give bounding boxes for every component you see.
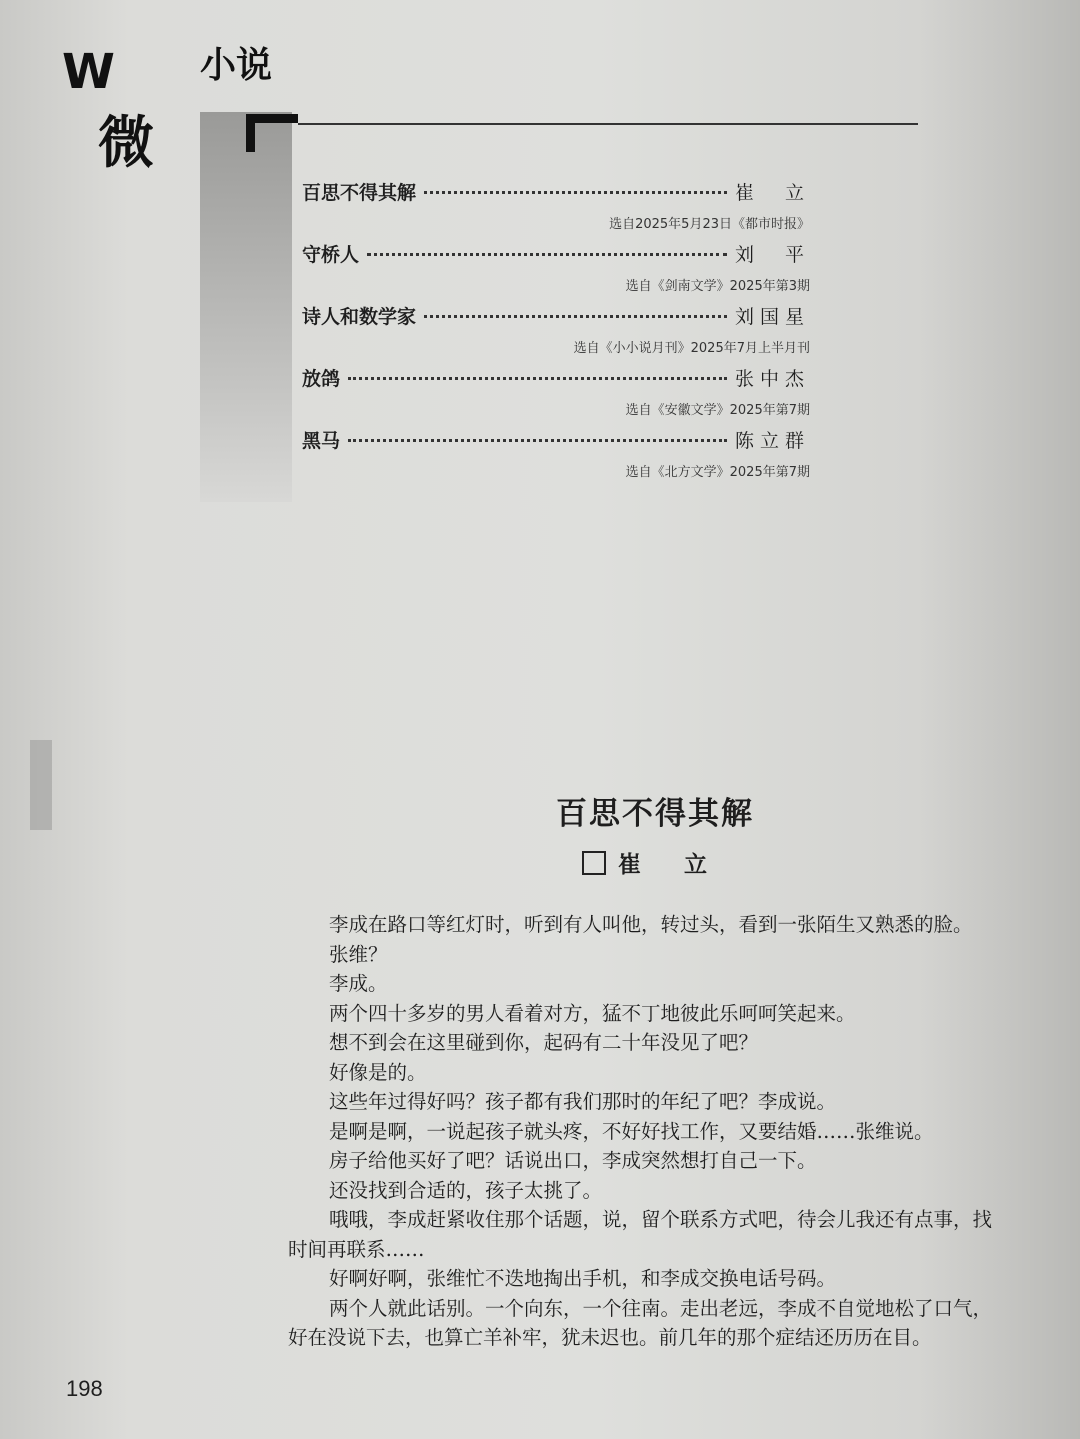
- toc-title: 放鸽: [302, 368, 341, 390]
- paragraph: 好像是的。: [329, 1060, 427, 1084]
- paragraph: 哦哦，李成赶紧收住那个话题，说，留个联系方式吧，待会儿我还有点事，找时间再联系……: [288, 1208, 993, 1261]
- table-of-contents: [302, 178, 810, 488]
- toc-title: 守桥人: [302, 244, 360, 266]
- toc-author: 崔 立: [734, 182, 810, 204]
- toc-author: 陈立群: [734, 430, 810, 452]
- toc-source: 选自《剑南文学》2025年第3期: [625, 279, 810, 294]
- logo-letters: W: [62, 44, 111, 100]
- toc-source: 选自《小小说月刊》2025年7月上半月刊: [573, 341, 810, 356]
- story-title: 百思不得其解: [556, 796, 754, 832]
- leader-dots: [367, 253, 727, 256]
- header-rule: [298, 123, 918, 125]
- adjacent-page-shadow: [30, 740, 52, 830]
- author-name: 崔 立: [618, 852, 717, 878]
- toc-author: 刘 平: [734, 244, 810, 266]
- leader-dots: [424, 191, 727, 194]
- paragraph: 是啊是啊，一说起孩子就头疼，不好好找工作，又要结婚……张维说。: [329, 1119, 934, 1143]
- toc-author: 张中杰: [734, 368, 810, 390]
- paragraph: 两个四十多岁的男人看着对方，猛不丁地彼此乐呵呵笑起来。: [329, 1001, 856, 1025]
- paragraph: 想不到会在这里碰到你，起码有二十年没见了吧？: [329, 1031, 759, 1054]
- toc-author: 刘国星: [734, 306, 810, 328]
- toc-source: 选自《北方文学》2025年第7期: [625, 465, 810, 480]
- toc-entry: [302, 240, 810, 302]
- toc-entry: [302, 364, 810, 426]
- column-logo: [62, 38, 322, 178]
- leader-dots: [424, 315, 727, 318]
- toc-entry: [302, 426, 810, 488]
- toc-title: 诗人和数学家: [302, 306, 417, 328]
- page-number: 198: [66, 1376, 103, 1401]
- paragraph: 好啊好啊，张维忙不迭地掏出手机，和李成交换电话号码。: [329, 1267, 837, 1290]
- logo-big-text: 微: [98, 111, 154, 176]
- paragraph: 李成在路口等红灯时，听到有人叫他，转过头，看到一张陌生又熟悉的脸。: [329, 913, 973, 936]
- toc-entry: [302, 302, 810, 364]
- leader-dots: [348, 377, 727, 380]
- logo-small-text: 小说: [200, 45, 273, 86]
- toc-title: 百思不得其解: [302, 182, 417, 204]
- toc-source: 选自2025年5月23日《都市时报》: [609, 217, 810, 232]
- story-author: [582, 846, 717, 879]
- paragraph: 张维？: [329, 942, 388, 966]
- leader-dots: [348, 439, 727, 442]
- author-box-icon: [582, 851, 606, 875]
- paragraph: 两个人就此话别。一个向东，一个往南。走出老远，李成不自觉地松了口气，好在没说下去，也算亡羊补牢，犹未迟也。前几年的那个症结还历历在目。: [288, 1296, 993, 1349]
- paragraph: 李成。: [329, 972, 388, 995]
- toc-entry: [302, 178, 810, 240]
- toc-source: 选自《安徽文学》2025年第7期: [625, 403, 810, 418]
- toc-title: 黑马: [302, 430, 341, 452]
- story-body: [288, 910, 1008, 1353]
- paragraph: 还没找到合适的，孩子太挑了。: [329, 1178, 603, 1202]
- paragraph: 这些年过得好吗？孩子都有我们那时的年纪了吧？李成说。: [329, 1090, 837, 1113]
- paragraph: 房子给他买好了吧？话说出口，李成突然想打自己一下。: [329, 1149, 817, 1172]
